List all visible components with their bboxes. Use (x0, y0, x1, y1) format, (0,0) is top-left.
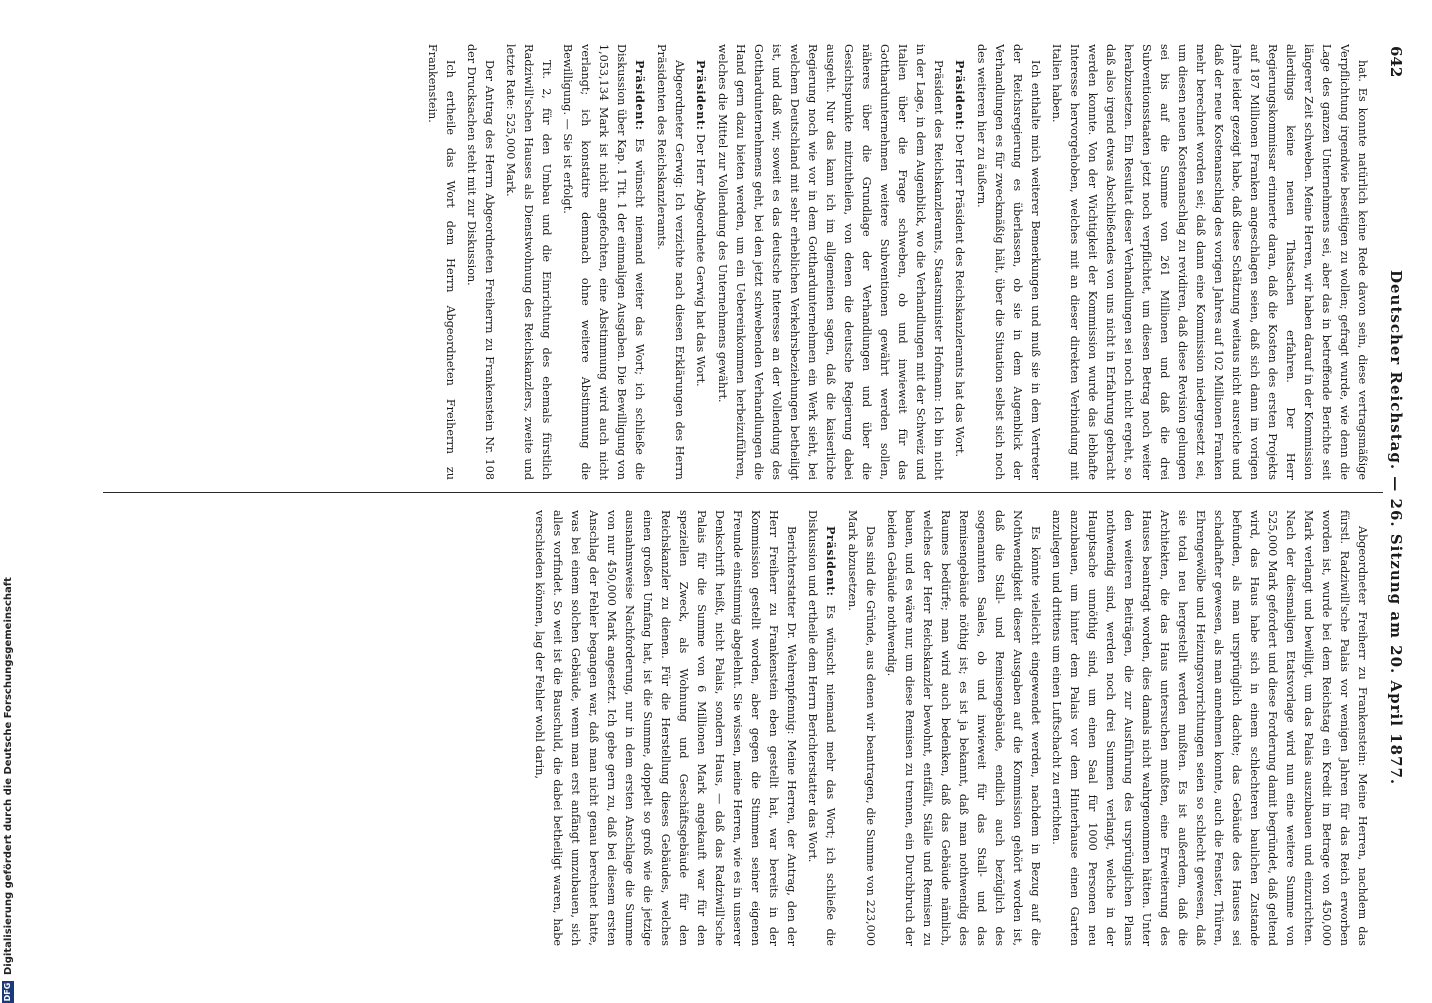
paragraph (691, 44, 710, 480)
paragraph (462, 44, 498, 480)
paragraph-text: Es wünscht niemand mehr das Wort; ich schließe die Diskussion und ertheile dem Herrn Berichterstatter das Wort. (806, 510, 837, 946)
paragraph (1047, 44, 1371, 480)
paragraph-text: Berichterstatter Dr. Wehrenpfennig: Meine Herren, der Antrag, den der Herr Freiherr zu Frankenstein eben gestellt hat, war bereits in der Kommission gestellt worden, aber gegen die Stimmen seiner eigenen Freunde einstimmig abgelehnt. Sie wissen, meine Herren, wie es in unserer Denkschrift heißt, nicht Palais, sondern Haus, — daß das Radziwill'sche Palais für die Summe von 6 Millionen Mark angekauft war für den speziellen Zweck, als Wohnung und Geschäftsgebäude für den Reichskanzler zu dienen. Für die Herstellung dieses Gebäudes, welches einen großen Umfang hat, ist die Summe, doppelt so groß wie die jetzige ausnahmsweise Nachforderung, nur in dem ersten Anschlage die Summe von nur 450,000 Mark angesetzt. Ich gebe gern zu, daß bei diesem ersten Anschlag der Fehler begangen war, daß man nicht genau berechnet hatte, was bei einem solchen Gebäude, wenn man erst anfängt umzubauen, sich alles vorfindet. So weit ist die Bauschuld, die dabei betheiligt waren, habe verschieden können, lag der Fehler wohl darin, (533, 510, 798, 946)
running-title: Deutscher Reichstag. — 26. Sitzung am 20. April 1877. (1387, 270, 1405, 786)
page-number: 642 (1387, 46, 1405, 78)
paragraph (652, 44, 688, 480)
digitization-credit (2, 7, 18, 1003)
paragraph-text: Tit. 2, für den Umbau und die Einrichtung des ehemals fürstlich Radziwill'schen Hauses als Dienstwohnung des Reichskanzlers, zweite und letzte Rate: 525,000 Mark. (504, 44, 553, 480)
right-text-column (116, 510, 1371, 946)
paragraph-text: Der Herr Abgeordnete Gerwig hat das Wort. (694, 134, 707, 387)
dfg-logo-icon: DFG (3, 982, 12, 1002)
paragraph-text: Der Antrag des Herrn Abgeordneten Freiherrn zu Frankenstein Nr. 108 der Drucksachen steht mit zur Diskussion. (465, 44, 496, 480)
paragraph-text: Es wünscht niemand weiter das Wort; ich schließe die Diskussion über Kap. 1 Tit. 1 der einmaligen Ausgaben. Die Bewilligung von 1,053,134 Mark ist nicht angefochten, eine Abstimmung wird auch nicht verlangt; ich konstatire demnach ohne weitere Abstimmung die Bewilligung. — Sie ist erfolgt. (561, 44, 646, 480)
rotated-page (105, 40, 1405, 960)
speaker-label: Präsident: (694, 60, 708, 131)
credit-text: Digitalisierung gefördert durch die Deutsche Forschungsgemeinschaft (3, 577, 14, 975)
paragraph (803, 510, 840, 946)
paragraph (1047, 510, 1371, 946)
paragraph-text: Es könnte vielleicht eingewendet werden, nachdem in Bezug auf die Nothwendigkeit dieser Ausgaben auf die Kommission gehört worden ist, daß die Stall- und Remisengebäude, endlich auch bezüglich des sogenannten Saales, ob und inwieweit für das Stall- und das Remisengebäude nöthig ist; es ist ja bekannt, daß man nothwendig des Raumes bedürfe; man wird auch bedenken, daß das Gebäude nämlich, welches der Herr Reichskanzler bewohnt, entfällt, Ställe und Remisen zu bauen, und es wäre nur, um diese Remisen zu trennen, ein Durchbruch der beiden Gebäude nothwendig. (885, 510, 1042, 946)
paragraph-text: Ich enthalte mich weiterer Bemerkungen und muß sie in dem Vertreter der Reichsregierung es überlassen, ob sie in dem Augenblick der Verhandlungen es für zweckmäßig hält, über die Situation selbst sich noch des weiteren hier zu äußern. (975, 44, 1042, 480)
paragraph-text: Der Herr Präsident des Reichskanzleramts hat das Wort. (953, 134, 966, 458)
speaker-label: Präsident: (953, 60, 967, 131)
paragraph-text: Ich ertheile das Wort dem Herrn Abgeordneten Freiherrn zu Frankenstein. (426, 44, 457, 480)
speaker-label: Präsident: (824, 526, 838, 597)
paragraph-text: hat. Es konnte natürlich keine Rede davon sein, diese vertragsmäßige Verpflichtung irgendwie beseitigen zu wollen; gefragt wurde, wie denn die Lage des ganzen Unternehmens sei, aber das in betreffende Berichte seit längerer Zeit schweben. Meine Herren, wir haben darauf in der Kommission allerdings keine neuen Thatsachen erfahren. Der Herr Regierungskommissar erinnerte daran, daß die Kosten des ersten Projekts auf 187 Millionen Franken angeschlagen seien, daß sich dann im vorigen Jahre leider gezeigt habe, daß diese Schätzung weitaus nicht ausreiche und daß der neue Kostenanschlag des vorigen Jahres auf 102 Millionen Franken mehr berechnet worden sei; daß dann eine Kommission niedergesetzt sei, um diesen neuen Kostenanschlag zu revidiren, daß diese Revision gelungen sei bis auf die Summe von 261 Millionen und daß die drei Subventionsstaaten jetzt noch verpflichtet, um diesen Betrag noch weiter herabzusetzen. Ein Resultat dieser Verhandlungen sei noch nicht ergeht, so daß also irgend etwas Abschließendes von uns nicht in Erfahrung gebracht werden konnte. Von der Wichtigkeit der Kommission wurde das lebhafte Interesse hervorgehoben, welches mit an dieser direkten Verbindung mit Italien haben. (1050, 44, 1369, 480)
speaker-label: Präsident: (633, 60, 647, 131)
paragraph-text: Abgeordneter Freiherr zu Frankenstein: Meine Herren, nachdem das fürstl. Radziwill'sche Palais vor wenigen Jahren für das Reich erworben worden ist, wurde bei dem Reichstag ein Kredit im Betrage von 450,000 Mark verlangt und bewilligt, um das Palais auszubauen und einzurichten. Nach der diesmaligen Etatsvorlage wird nun eine weitere Summe von 525,000 Mark gefordert und diese Forderung damit begründet, daß geltend wird, das Haus habe sich in einem schlechteren baulichen Zustande befunden, als man ursprünglich dachte; das Gebäude des Hauses sei schadhafter gewesen, als man annehmen konnte, auch die Fenster, Thüren, Ehrengewölbe und Heizungsvorrichtungen seien so schlecht gewesen, daß sie total neu hergestellt werden mußten. Es ist außerdem, daß die Architekten, die das Haus untersuchen mußten, eine Erweiterung des Hauses beantragt worden, dies damals nicht wahrgenommen hätten. Unter den weiteren Beiträgen, die zur Ausführung des ursprünglichen Plans nothwendig sind, werden noch drei Summen verlangt, welche in der Hauptsache unnöthig sind, um einen Saal für 1000 Personen neu anzubauen, um hinter dem Palais vor dem Hinterhause einen Garten anzulegen und drittens um einen Luftschacht zu errichten. (1050, 510, 1369, 946)
paragraph (423, 44, 459, 480)
page-header (1383, 40, 1405, 960)
paragraph (882, 510, 1044, 946)
column-divider (103, 492, 1383, 493)
left-text-column (116, 44, 1371, 480)
paragraph (501, 44, 555, 480)
paragraph (713, 44, 947, 480)
paragraph-text: Abgeordneter Gerwig: Ich verzichte nach diesen Erklärungen des Herrn Präsidenten des Reichskanzleramts. (655, 44, 686, 480)
paragraph (558, 44, 649, 480)
paragraph (950, 44, 969, 480)
paragraph (530, 510, 800, 946)
paragraph (972, 44, 1044, 480)
paragraph-text: Das sind die Gründe, aus denen wir beantragen, die Summe von 223,000 Mark abzusetzen. (846, 510, 877, 946)
paragraph (843, 510, 879, 946)
paragraph-text: Präsident des Reichskanzleramts, Staatsminister Hofmann: Ich bin nicht in der Lage, in dem Augenblick, wo die Verhandlungen mit der Schweiz und Italien über die Frage schweben, ob und inwieweit für das Gotthardunternehmen weitere Subventionen gewährt werden sollen, näheres über die Grundlage der Verhandlungen und über die Gesichtspunkte mitzutheilen, von denen die deutsche Regierung dabei ausgeht. Nur das kann ich im allgemeinen sagen, daß die kaiserliche Regierung noch wie vor in dem Gotthardunternehmen ein Werk sieht, bei welchem Deutschland mit sehr erheblichen Verkehrsbeziehungen betheiligt ist, und daß wir, soweit es das deutsche Interesse an der Vollendung des Gotthardunternehmens geht, bei den jetzt schwebenden Verhandlungen die Hand gern dazu bieten werden, um ein Uebereinkommen herbeizuführen, welches die Mittel zur Vollendung des Unternehmens gewährt. (716, 44, 945, 480)
